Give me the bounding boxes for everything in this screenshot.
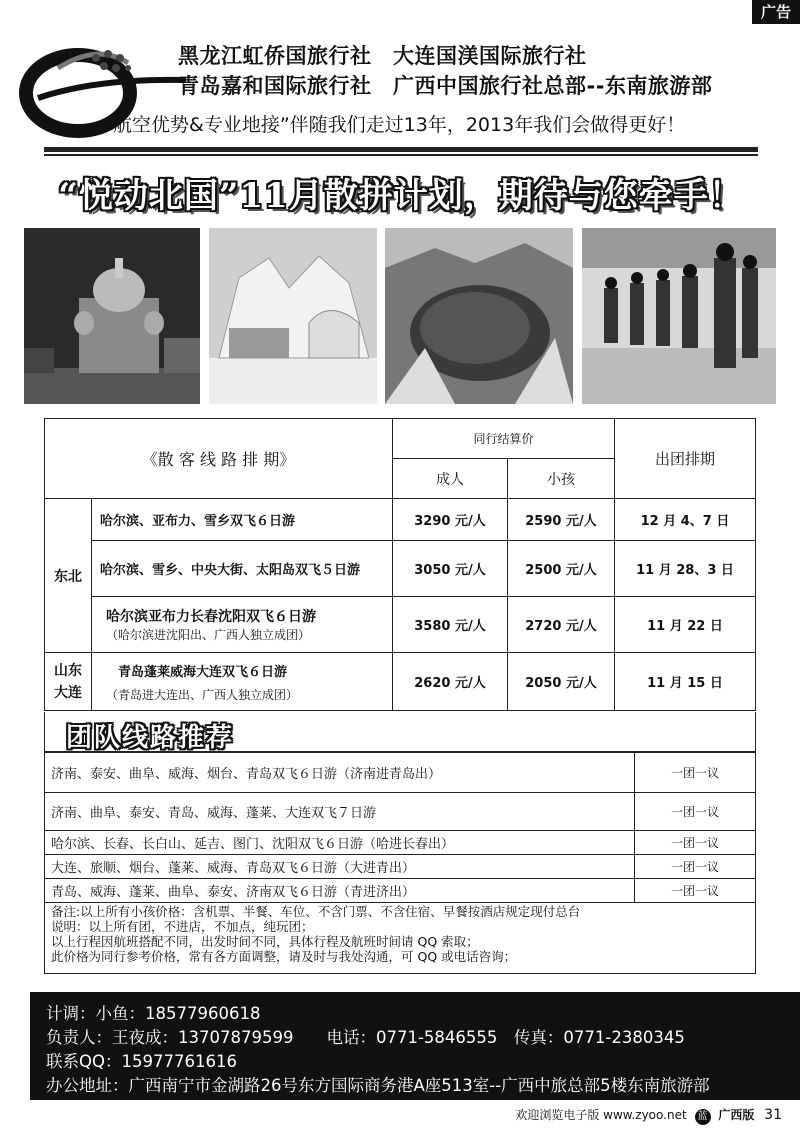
team-route: 济南、泰安、曲阜、威海、烟台、青岛双飞６日游（济南进青岛出）: [45, 753, 635, 793]
schedule-title: 《散 客 线 路 排 期》: [45, 419, 393, 499]
region-label: 东北: [45, 499, 92, 653]
dates-header: 出团排期: [615, 419, 756, 499]
child-price: 2720 元/人: [508, 597, 615, 653]
footer: [515, 1106, 782, 1125]
adult-price: 3580 元/人: [393, 597, 508, 653]
note-line: 备注:以上所有小孩价格：含机票、半餐、车位、不含门票、不含住宿、早餐按酒店规定现付总台: [51, 904, 581, 919]
departure-dates: 11 月 28、3 日: [615, 541, 756, 597]
team-route: 哈尔滨、长春、长白山、延吉、图门、沈阳双飞６日游（哈进长春出）: [45, 831, 635, 855]
note-line: 此价格为同行参考价格，常有各方面调整，请及时与我处沟通，可 QQ 或电话咨询；: [51, 949, 517, 964]
mounted-guards-photo: [582, 228, 776, 404]
table-row: [45, 831, 756, 855]
route-name: 哈尔滨、亚布力、雪乡双飞６日游: [92, 499, 393, 541]
table-row: [45, 597, 756, 653]
team-route: 济南、曲阜、泰安、青岛、威海、蓬莱、大连双飞７日游: [45, 793, 635, 831]
route-name: 哈尔滨、雪乡、中央大街、太阳岛双飞５日游: [92, 541, 393, 597]
headline: “悦动北国”11月散拼计划，期待与您牵手！: [58, 176, 744, 216]
team-price: 一团一议: [635, 753, 756, 793]
team-price: 一团一议: [635, 831, 756, 855]
ad-tag: 广告: [752, 0, 800, 24]
team-price: 一团一议: [635, 855, 756, 879]
table-row: [45, 753, 756, 793]
notes: [44, 902, 756, 974]
route-name: 青岛蓬莱威海大连双飞６日游: [118, 664, 288, 680]
route-note: （青岛进大连出、广西人独立成团）: [106, 687, 299, 702]
child-price: 2050 元/人: [508, 653, 615, 711]
church-photo: [24, 228, 200, 404]
table-row: [45, 499, 756, 541]
office-address: 办公地址：广西南宁市金湖路26号东方国际商务港A座513室--广西中旅总部5楼东南旅游部: [46, 1076, 710, 1095]
departure-dates: 11 月 22 日: [615, 597, 756, 653]
agency-line-2: 青岛嘉和国际旅行社 广西中国旅行社总部--东南旅游部: [178, 74, 713, 98]
team-route: 青岛、威海、蓬莱、曲阜、泰安、济南双飞６日游（青进济出）: [45, 879, 635, 903]
note-line: 以上行程因航班搭配不同，出发时间不同，具体行程及航班时间请 QQ 索取；: [51, 934, 479, 949]
adult-price: 3290 元/人: [393, 499, 508, 541]
qq-contact: 联系QQ：15977761616: [46, 1052, 237, 1071]
adult-price: 2620 元/人: [393, 653, 508, 711]
footer-site: 欢迎浏览电子版 www.zyoo.net: [515, 1108, 687, 1122]
departure-dates: 12 月 4、7 日: [615, 499, 756, 541]
divider: [44, 154, 758, 156]
table-row: [45, 793, 756, 831]
table-row: [45, 855, 756, 879]
departure-dates: 11 月 15 日: [615, 653, 756, 711]
child-header: 小孩: [508, 459, 615, 499]
team-price: 一团一议: [635, 879, 756, 903]
footer-edition: 广西版: [718, 1108, 755, 1122]
child-price: 2500 元/人: [508, 541, 615, 597]
note-line: 说明：以上所有团，不进店，不加点，纯玩团；: [51, 919, 314, 934]
team-table: [44, 752, 756, 903]
schedule-table: [44, 418, 756, 711]
adult-price: 3050 元/人: [393, 541, 508, 597]
page-number: 31: [764, 1107, 782, 1123]
manager-contact: 负责人：王夜成：13707879599 电话：0771-5846555 传真：0771-2380345: [46, 1028, 685, 1047]
team-price: 一团一议: [635, 793, 756, 831]
route-note: （哈尔滨进沈阳出、广西人独立成团）: [106, 628, 311, 642]
crater-lake-photo: [385, 228, 573, 404]
adult-header: 成人: [393, 459, 508, 499]
table-row: [45, 541, 756, 597]
slogan: 航空优势&专业地接”伴随我们走过13年，2013年我们会做得更好！: [113, 114, 686, 136]
dispatcher-contact: 计调：小鱼：18577960618: [46, 1004, 261, 1023]
region-label: 山东 大连: [45, 653, 92, 711]
price-header: 同行结算价: [393, 419, 615, 459]
divider: [44, 147, 758, 152]
team-route: 大连、旅顺、烟台、蓬莱、威海、青岛双飞６日游（大进青出）: [45, 855, 635, 879]
agency-line-1: 黑龙江虹侨国旅行社 大连国渼国际旅行社: [178, 44, 587, 68]
edition-badge-icon: 蓝: [695, 1109, 711, 1125]
child-price: 2590 元/人: [508, 499, 615, 541]
table-row: [45, 879, 756, 903]
contact-block: [30, 992, 800, 1100]
snow-sculpture-photo: [209, 228, 377, 404]
route-name: 哈尔滨亚布力长春沈阳双飞６日游: [106, 609, 316, 625]
team-title: 团队线路推荐: [66, 723, 235, 753]
table-row: [45, 653, 756, 711]
